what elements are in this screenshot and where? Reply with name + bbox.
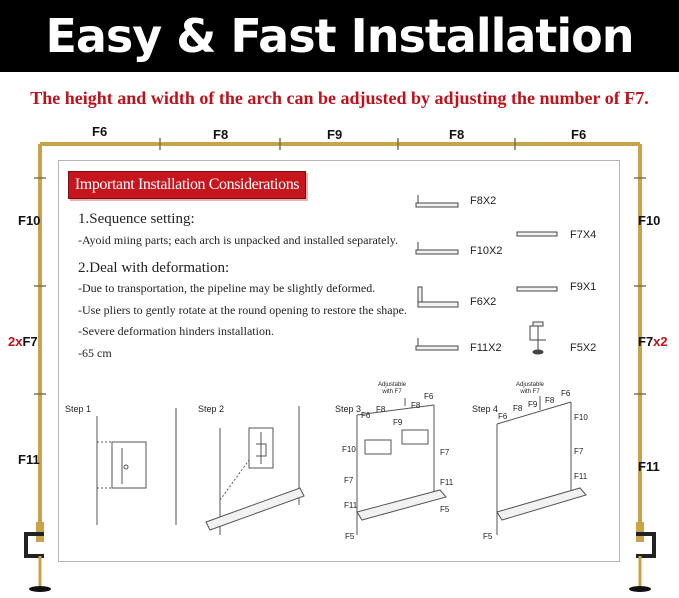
step-3-f6-right: F6 [424,392,434,401]
step-4-f6-left: F6 [498,412,508,421]
step-4-f11: F11 [574,472,588,481]
step-3-f5-right: F5 [440,505,450,514]
step-3-f6-left: F6 [361,411,371,420]
step-3-f11-right: F11 [440,478,454,487]
step-4-adjustable: Adjustable with F7 [516,382,545,395]
part-f5-label: F5X2 [570,342,597,354]
step-4-f5: F5 [483,532,493,541]
sequence-line-1: -Ayoid miing parts; each arch is unpacked and installed separately. [78,233,399,247]
part-f10-label: F10X2 [470,245,503,257]
step-4-f8-right: F8 [545,396,555,405]
step-4-f8-left: F8 [513,404,523,413]
deformation-title: 2.Deal with deformation: [78,260,230,276]
step-2-drawing [206,406,304,535]
frame-right-f10: F10 [638,213,661,228]
part-f9-label: F9X1 [570,281,597,293]
step-1-drawing [97,408,176,525]
step-1-label: Step 1 [65,404,92,414]
step-3-f5-left: F5 [345,532,355,541]
step-3-f7-left: F7 [344,476,354,485]
step-4-label: Step 4 [472,404,499,414]
frame-left-f7: 2xF7 [8,334,38,349]
step-3-f10: F10 [342,445,356,454]
step-4-drawing [497,396,586,535]
considerations-heading: Important Installation Considerations [68,171,306,199]
subtitle: The height and width of the arch can be adjusted by adjusting the number of F7. [30,88,649,108]
step-2-label: Step 2 [198,404,225,414]
step-4-f10: F10 [574,413,588,422]
step-3-f7-right: F7 [440,448,450,457]
part-f8-label: F8X2 [470,195,497,207]
part-f7-label: F7X4 [570,229,597,241]
deformation-line-1: -Due to transportation, the pipeline may be slightly deformed. [78,281,376,295]
step-4-f9: F9 [528,400,538,409]
frame-top-f6-right: F6 [571,127,587,142]
deformation-line-2: -Use pliers to gently rotate at the round opening to restore the shape. [78,303,407,317]
sequence-title: 1.Sequence setting: [78,211,195,227]
frame-top-f8-right: F8 [449,127,465,142]
step-3-f9: F9 [393,418,403,427]
frame-top-f8-left: F8 [213,127,229,142]
step-3-label: Step 3 [335,404,362,414]
step-3-f8-right: F8 [411,401,421,410]
banner-title: Easy & Fast Installation [45,9,634,63]
step-4-f6-right: F6 [561,389,571,398]
deformation-line-4: -65 cm [78,346,112,360]
deformation-line-3: -Severe deformation hinders installation. [78,324,274,338]
frame-right-f11: F11 [638,459,660,474]
frame-left-f10: F10 [18,213,41,228]
frame-top-f6-left: F6 [92,124,108,139]
frame-left-f11: F11 [18,452,40,467]
step-3-f8-left: F8 [376,405,386,414]
step-4-f7: F7 [574,447,584,456]
step-3-adjustable: Adjustable with F7 [378,382,407,395]
step-3-f11-left: F11 [344,501,358,510]
frame-right-f7: F7x2 [638,334,668,349]
frame-top-f9: F9 [327,127,343,142]
part-f6-label: F6X2 [470,296,497,308]
part-f11-label: F11X2 [470,342,502,354]
